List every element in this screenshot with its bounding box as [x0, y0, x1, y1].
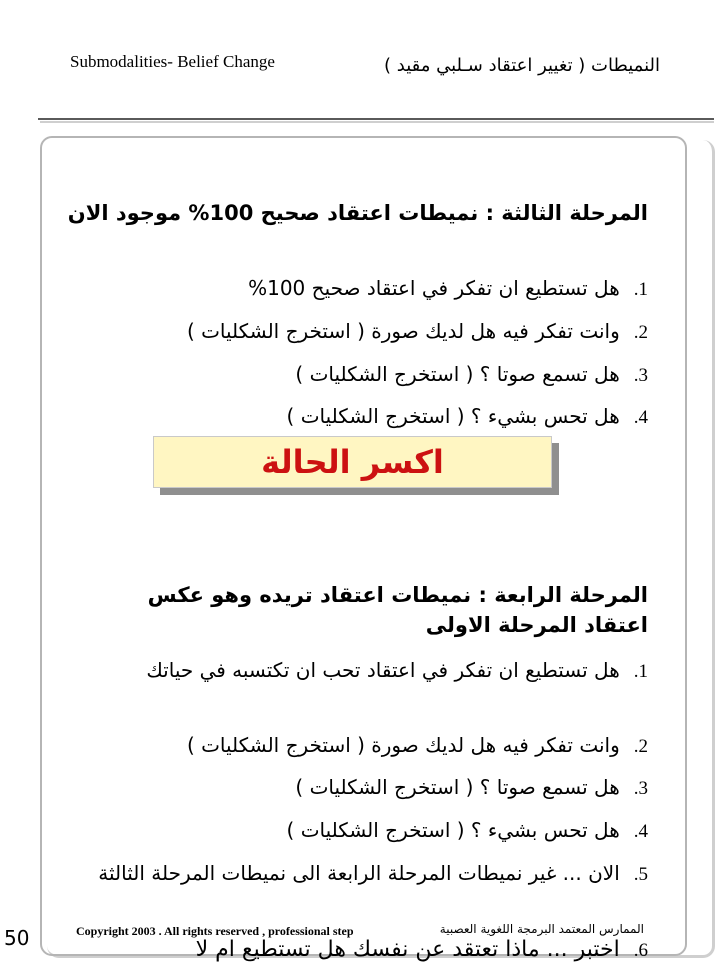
- stage3-item-3: [295, 359, 648, 391]
- item-text: هل تستطيع ان تفكر في اعتقاد تحب ان تكتسبه في حياتك: [146, 658, 620, 682]
- header-title-english: Submodalities- Belief Change: [70, 52, 275, 71]
- stage3-item-2: [187, 316, 648, 348]
- stage3-item-4: [287, 401, 648, 433]
- stage4-item-1: [78, 655, 648, 687]
- item-text: اختبر ... ماذا تعتقد عن نفسك هل تستطيع ام لا: [195, 937, 620, 962]
- item-number: 4.: [633, 407, 648, 428]
- item-text: هل تسمع صوتا ؟ ( استخرج الشكليات ): [295, 362, 620, 386]
- item-text: هل تحس بشيء ؟ ( استخرج الشكليات ): [286, 404, 620, 428]
- item-number: 1.: [633, 661, 648, 682]
- item-text: وانت تفكر فيه هل لديك صورة ( استخرج الشكليات ): [186, 319, 620, 343]
- item-number: 2.: [633, 736, 648, 757]
- item-number: 2.: [633, 322, 648, 343]
- break-state-banner: [153, 436, 552, 488]
- stage3-heading: المرحلة الثالثة : نميطات اعتقاد صحيح 100% موجود الان: [67, 201, 648, 225]
- item-text: الان ... غير نميطات المرحلة الرابعة الى نميطات المرحلة الثالثة: [98, 861, 620, 885]
- copyright-notice: Copyright 2003 . All rights reserved , professional step: [76, 924, 354, 938]
- item-text: هل تحس بشيء ؟ ( استخرج الشكليات ): [286, 818, 620, 842]
- item-number: 1.: [633, 279, 648, 300]
- item-number: 4.: [633, 821, 648, 842]
- stage4-item-5: [48, 858, 648, 890]
- item-text: هل تسمع صوتا ؟ ( استخرج الشكليات ): [295, 775, 620, 799]
- header-divider: [38, 118, 714, 120]
- stage4-item-2: [187, 730, 648, 762]
- item-number: 3.: [633, 778, 648, 799]
- banner-text: اكسر الحالة: [261, 443, 444, 481]
- item-number: 5.: [633, 864, 648, 885]
- stage4-item-6: [196, 935, 648, 966]
- stage4-heading: المرحلة الرابعة : نميطات اعتقاد تريده وهو عكس اعتقاد المرحلة الاولى: [147, 583, 648, 637]
- header-divider-shadow: [40, 121, 714, 123]
- item-number: 6.: [633, 940, 648, 961]
- stage4-item-4: [287, 815, 648, 847]
- page-number: 50: [4, 926, 30, 950]
- stage3-item-1: [248, 273, 648, 305]
- item-text: وانت تفكر فيه هل لديك صورة ( استخرج الشكليات ): [186, 733, 620, 757]
- item-number: 3.: [633, 365, 648, 386]
- footer-organization: الممارس المعتمد البرمجة اللغوية العصبية: [439, 922, 644, 936]
- stage4-item-3: [295, 772, 648, 804]
- item-text: هل تستطيع ان تفكر في اعتقاد صحيح 100%: [248, 276, 620, 300]
- header-title-arabic: النميطات ( تغيير اعتقاد سـلبي مقيد ): [384, 55, 660, 76]
